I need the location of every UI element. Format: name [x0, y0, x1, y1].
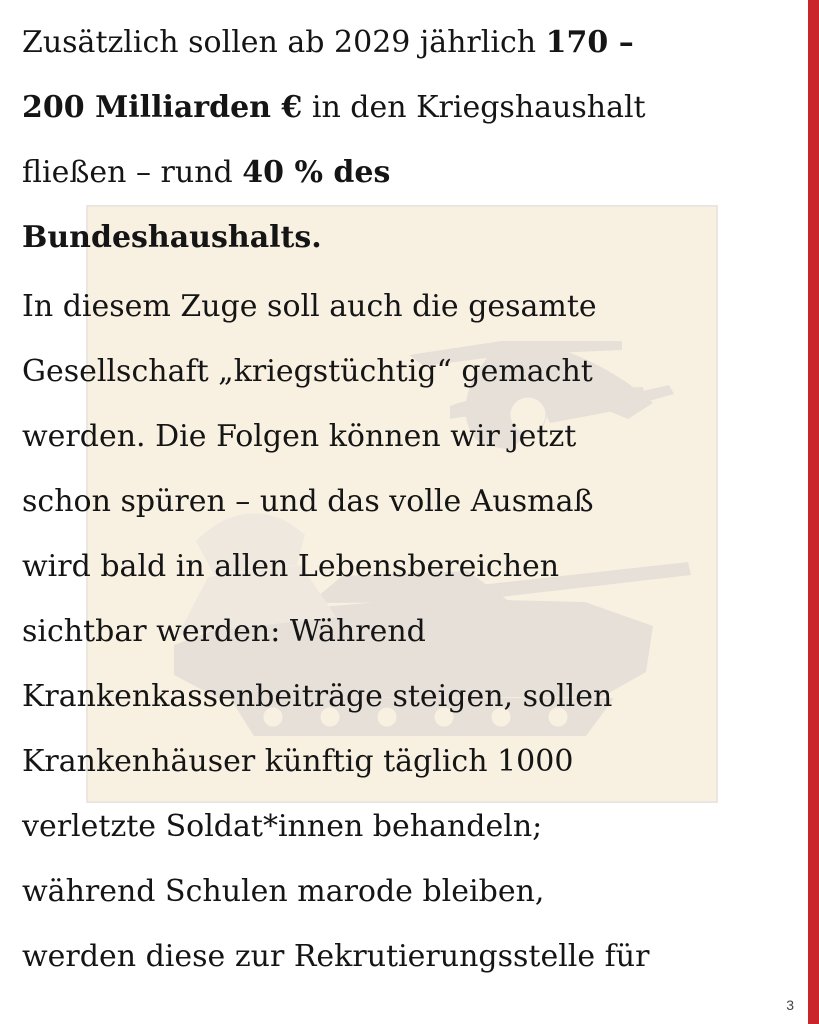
article-body [22, 10, 802, 989]
budget-share-start: 40 % des [242, 155, 391, 190]
paragraph-line: wird bald in allen Lebensbereichen [22, 549, 560, 584]
paragraph-line: sichtbar werden: Während [22, 614, 426, 649]
society-paragraph [22, 274, 802, 989]
budget-paragraph [22, 10, 802, 270]
paragraph-line: In diesem Zuge soll auch die gesamte [22, 289, 597, 324]
budget-line-1-text: Zusätzlich sollen ab 2029 jährlich [22, 25, 546, 60]
budget-line-3-text: fließen – rund [22, 155, 243, 190]
paragraph-line: verletzte Soldat*innen behandeln; [22, 809, 543, 844]
paragraph-line: schon spüren – und das volle Ausmaß [22, 484, 594, 519]
page-number: 3 [786, 997, 794, 1013]
paragraph-line: Gesellschaft „kriegstüchtig“ gemacht [22, 354, 593, 389]
paragraph-line: werden diese zur Rekrutierungsstelle für [22, 939, 650, 974]
paragraph-line: Krankenkassenbeiträge steigen, sollen [22, 679, 613, 714]
budget-line-2-text: in den Kriegshaushalt [302, 90, 646, 125]
paragraph-line: Krankenhäuser künftig täglich 1000 [22, 744, 574, 779]
budget-range-amount: 200 Milliarden € [22, 90, 303, 125]
paragraph-line: werden. Die Folgen können wir jetzt [22, 419, 577, 454]
paragraph-line: während Schulen marode bleiben, [22, 874, 545, 909]
right-accent-rule [808, 0, 819, 1024]
budget-share-end: Bundeshaushalts. [22, 220, 322, 255]
budget-range-start: 170 – [545, 25, 634, 60]
